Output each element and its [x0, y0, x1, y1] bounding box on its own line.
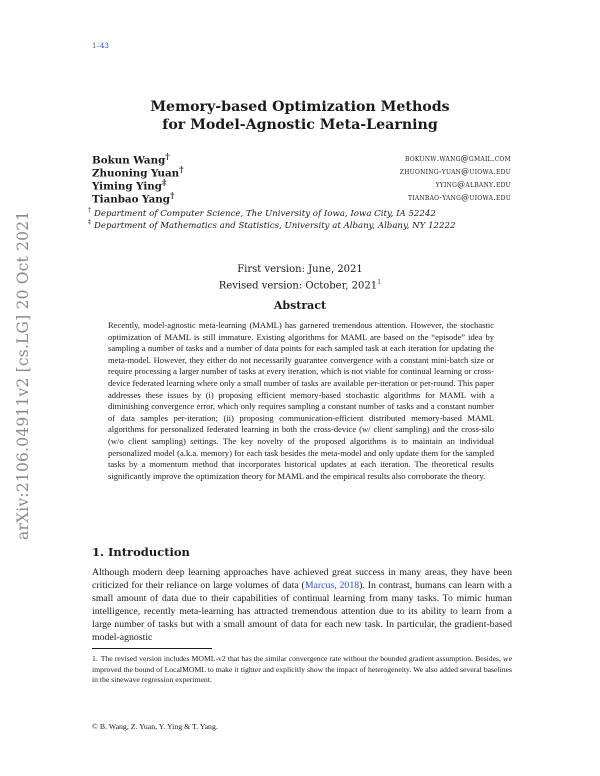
- paper-title-line-1: Memory-based Optimization Methods: [150, 99, 450, 115]
- affiliation: ‡ Department of Mathematics and Statistics, University at Albany, Albany, NY 12222: [88, 219, 456, 231]
- paper-title-line-2: for Model-Agnostic Meta-Learning: [162, 117, 438, 133]
- affiliation: † Department of Computer Science, The University of Iowa, Iowa City, IA 52242: [88, 207, 436, 219]
- author-email: bokunw.wang@gmail.com: [404, 154, 511, 163]
- author-email: yying@albany.edu: [435, 180, 511, 189]
- author-name: Tianbao Yang†: [92, 191, 175, 206]
- footnote-divider: [92, 648, 212, 649]
- footnote-reference[interactable]: 1: [377, 278, 382, 286]
- author-name: Yiming Ying‡: [92, 178, 167, 193]
- author-name: Zhuoning Yuan†: [92, 165, 184, 180]
- revised-version: Revised version: October, 2021$^1$: [218, 278, 382, 292]
- author-email: tianbao-yang@uiowa.edu: [407, 193, 511, 202]
- citation-link[interactable]: Marcus, 2018: [304, 580, 360, 592]
- section-heading-introduction: 1. Introduction: [92, 545, 190, 559]
- copyright-notice: © B. Wang, Z. Yuan, Y. Ying & T. Yang.: [92, 722, 218, 731]
- footnote: 1. The revised version includes MOML-v2 that has the similar convergence rate without the bounded gradient assumption. Besides, we improved the bound of LocalMOML to make it tighter and explicitly show the impact of heterogeneity. We also added several baselines in the sinewave regression experiment.: [92, 654, 512, 684]
- first-version: First version: June, 2021: [237, 264, 363, 275]
- abstract-text: Recently, model-agnostic meta-learning (MAML) has garnered tremendous attention. However, the stochastic optimization of MAML is still immature. Existing algorithms for MAML are based on the “episode” idea by sampling a number of tasks and a number of data points for each sampled task at each iteration for updating the meta-model. However, they either do not necessarily guarantee convergence with a constant mini-batch size or require processing a larger number of tasks at every iteration, which is not viable for continual learning or cross-device federated learning where only a small number of tasks are available per-iteration or per-round. This paper addresses these issues by (i) proposing efficient memory-based stochastic algorithms for MAML with a diminishing convergence error, which only requires sampling a constant number of tasks and a constant number of data samples per-iteration; (ii) proposing communication-efficient distributed memory-based MAML algorithms for personalized federated learning in both the cross-device (w/ client sampling) and the cross-silo (w/o client sampling) settings. The key novelty of the proposed algorithms is to maintain an individual personalized model (a.k.a. memory) for each task besides the meta-model and only update them for the sampled tasks by a momentum method that incorporates historical updates at each iteration. The theoretical results significantly improve the optimization theory for MAML and the empirical results also corroborate the theory.: [108, 320, 494, 481]
- arxiv-side-stamp: arXiv:2106.04911v2 [cs.LG] 20 Oct 2021: [14, 210, 32, 540]
- page-number: 1–43: [92, 42, 109, 50]
- introduction-paragraph: Although modern deep learning approaches have achieved great success in many areas, they have been criticized for their reliance on large volumes of data (Marcus, 2018). In contrast, humans can learn with a small amount of data due to their capabilities of continual learning from many tasks. To mimic human intelligence, recently meta-learning has attracted tremendous attention due to its ability to learn from a large number of tasks but with a small amount of data for each new task. In particular, the gradient-based model-agnostic: [92, 567, 513, 644]
- abstract-heading: Abstract: [273, 299, 327, 312]
- author-name: Bokun Wang†: [92, 152, 170, 167]
- author-email: zhuoning-yuan@uiowa.edu: [399, 167, 511, 176]
